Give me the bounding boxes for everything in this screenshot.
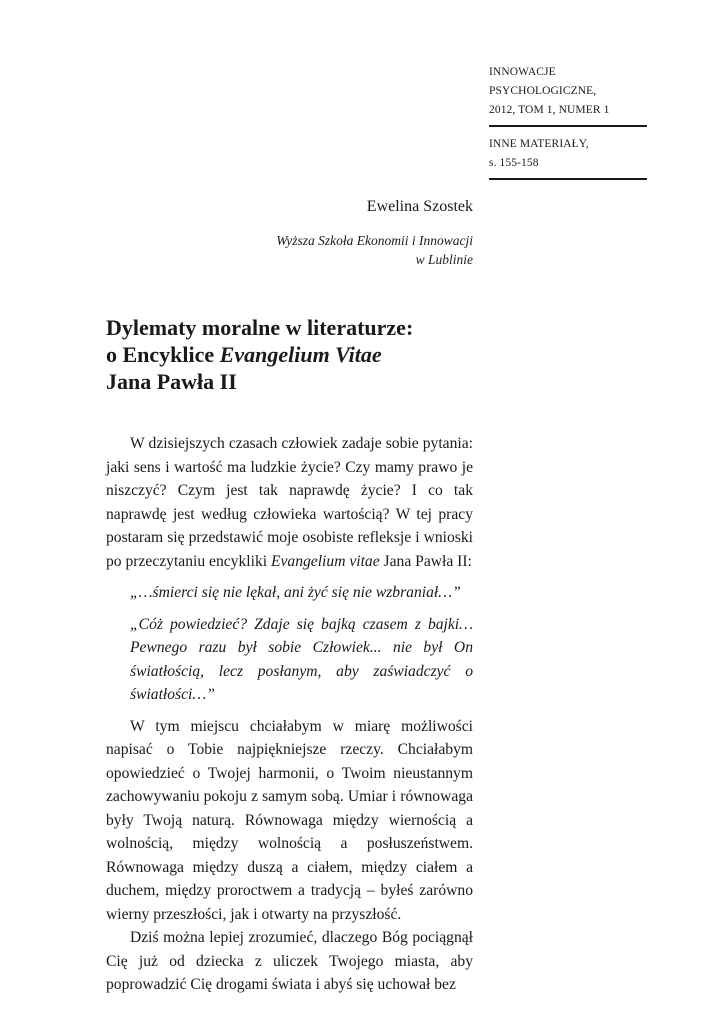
intro-italic: Evangelium vitae <box>270 552 380 570</box>
paragraph-3: Dziś można lepiej zrozumieć, dlaczego Bóg pociągnął Cię już od dziecka z uliczek Twojego miasta, aby poprowadzić Cię drogami świata i abyś się uchował bez <box>106 929 473 993</box>
paragraph-intro <box>106 432 473 573</box>
quote-2: „Cóż powiedzieć? Zdaje się bajką czasem z bajki… Pewnego razu był sobie Człowiek... nie był On światłością, lecz posłanym, aby zaświadczyć o światłości…” <box>130 615 473 703</box>
title-line2-italic: Evangelium Vitae <box>219 342 382 367</box>
affiliation-line2: w Lublinie <box>415 252 473 267</box>
journal-section: INNE MATERIAŁY, <box>489 138 589 150</box>
affiliation-line1: Wyższa Szkoła Ekonomii i Innowacji <box>276 233 473 248</box>
intro-text: W dzisiejszych czasach człowiek zadaje sobie pytania: jaki sens i wartość ma ludzkie życie? Czy mamy prawo je niszczyć? Czym jest tak naprawdę życie? I co tak naprawdę jest według człowieka wartością? W tej pracy postaram się przedstawić moje osobiste refleksje i wnioski po przeczytaniu encykliki <box>106 435 473 570</box>
quote-1: „…śmierci się nie lękał, ani żyć się nie wzbraniał…” <box>130 584 461 601</box>
journal-name: INNOWACJE PSYCHOLOGICZNE, <box>489 66 597 97</box>
paragraph-2: W tym miejscu chciałabym w miarę możliwości napisać o Tobie najpiękniejsze rzeczy. Chciałabym opowiedzieć o Twojej harmonii, o Twoim nieustannym zachowywaniu pokoju z samym sobą. Umiar i równowaga były Twoją naturą. Równowaga między wiernością a wolnością, między wolnością a posłuszeństwem. Równowaga między duszą a ciałem, między ciałem a duchem, między proroctwem a tradycją – byłeś zarówno wierny przeszłości, jak i otwarty na przyszłość. <box>106 717 473 923</box>
author-name: Ewelina Szostek <box>366 198 473 215</box>
journal-header <box>489 63 659 180</box>
title-line2-prefix: o Encyklice <box>106 342 220 367</box>
journal-rule-bottom <box>489 178 647 180</box>
title-line1: Dylematy moralne w literaturze: <box>106 315 414 340</box>
journal-rule-top <box>489 125 647 127</box>
journal-volume: 2012, TOM 1, NUMER 1 <box>489 104 610 116</box>
intro-end: Jana Pawła II: <box>379 552 472 570</box>
title-line3: Jana Pawła II <box>106 369 237 394</box>
journal-pages: s. 155-158 <box>489 157 539 169</box>
article-title <box>106 314 506 395</box>
article-body <box>106 432 473 997</box>
author-affiliation <box>276 231 473 269</box>
title-line2 <box>106 341 506 368</box>
